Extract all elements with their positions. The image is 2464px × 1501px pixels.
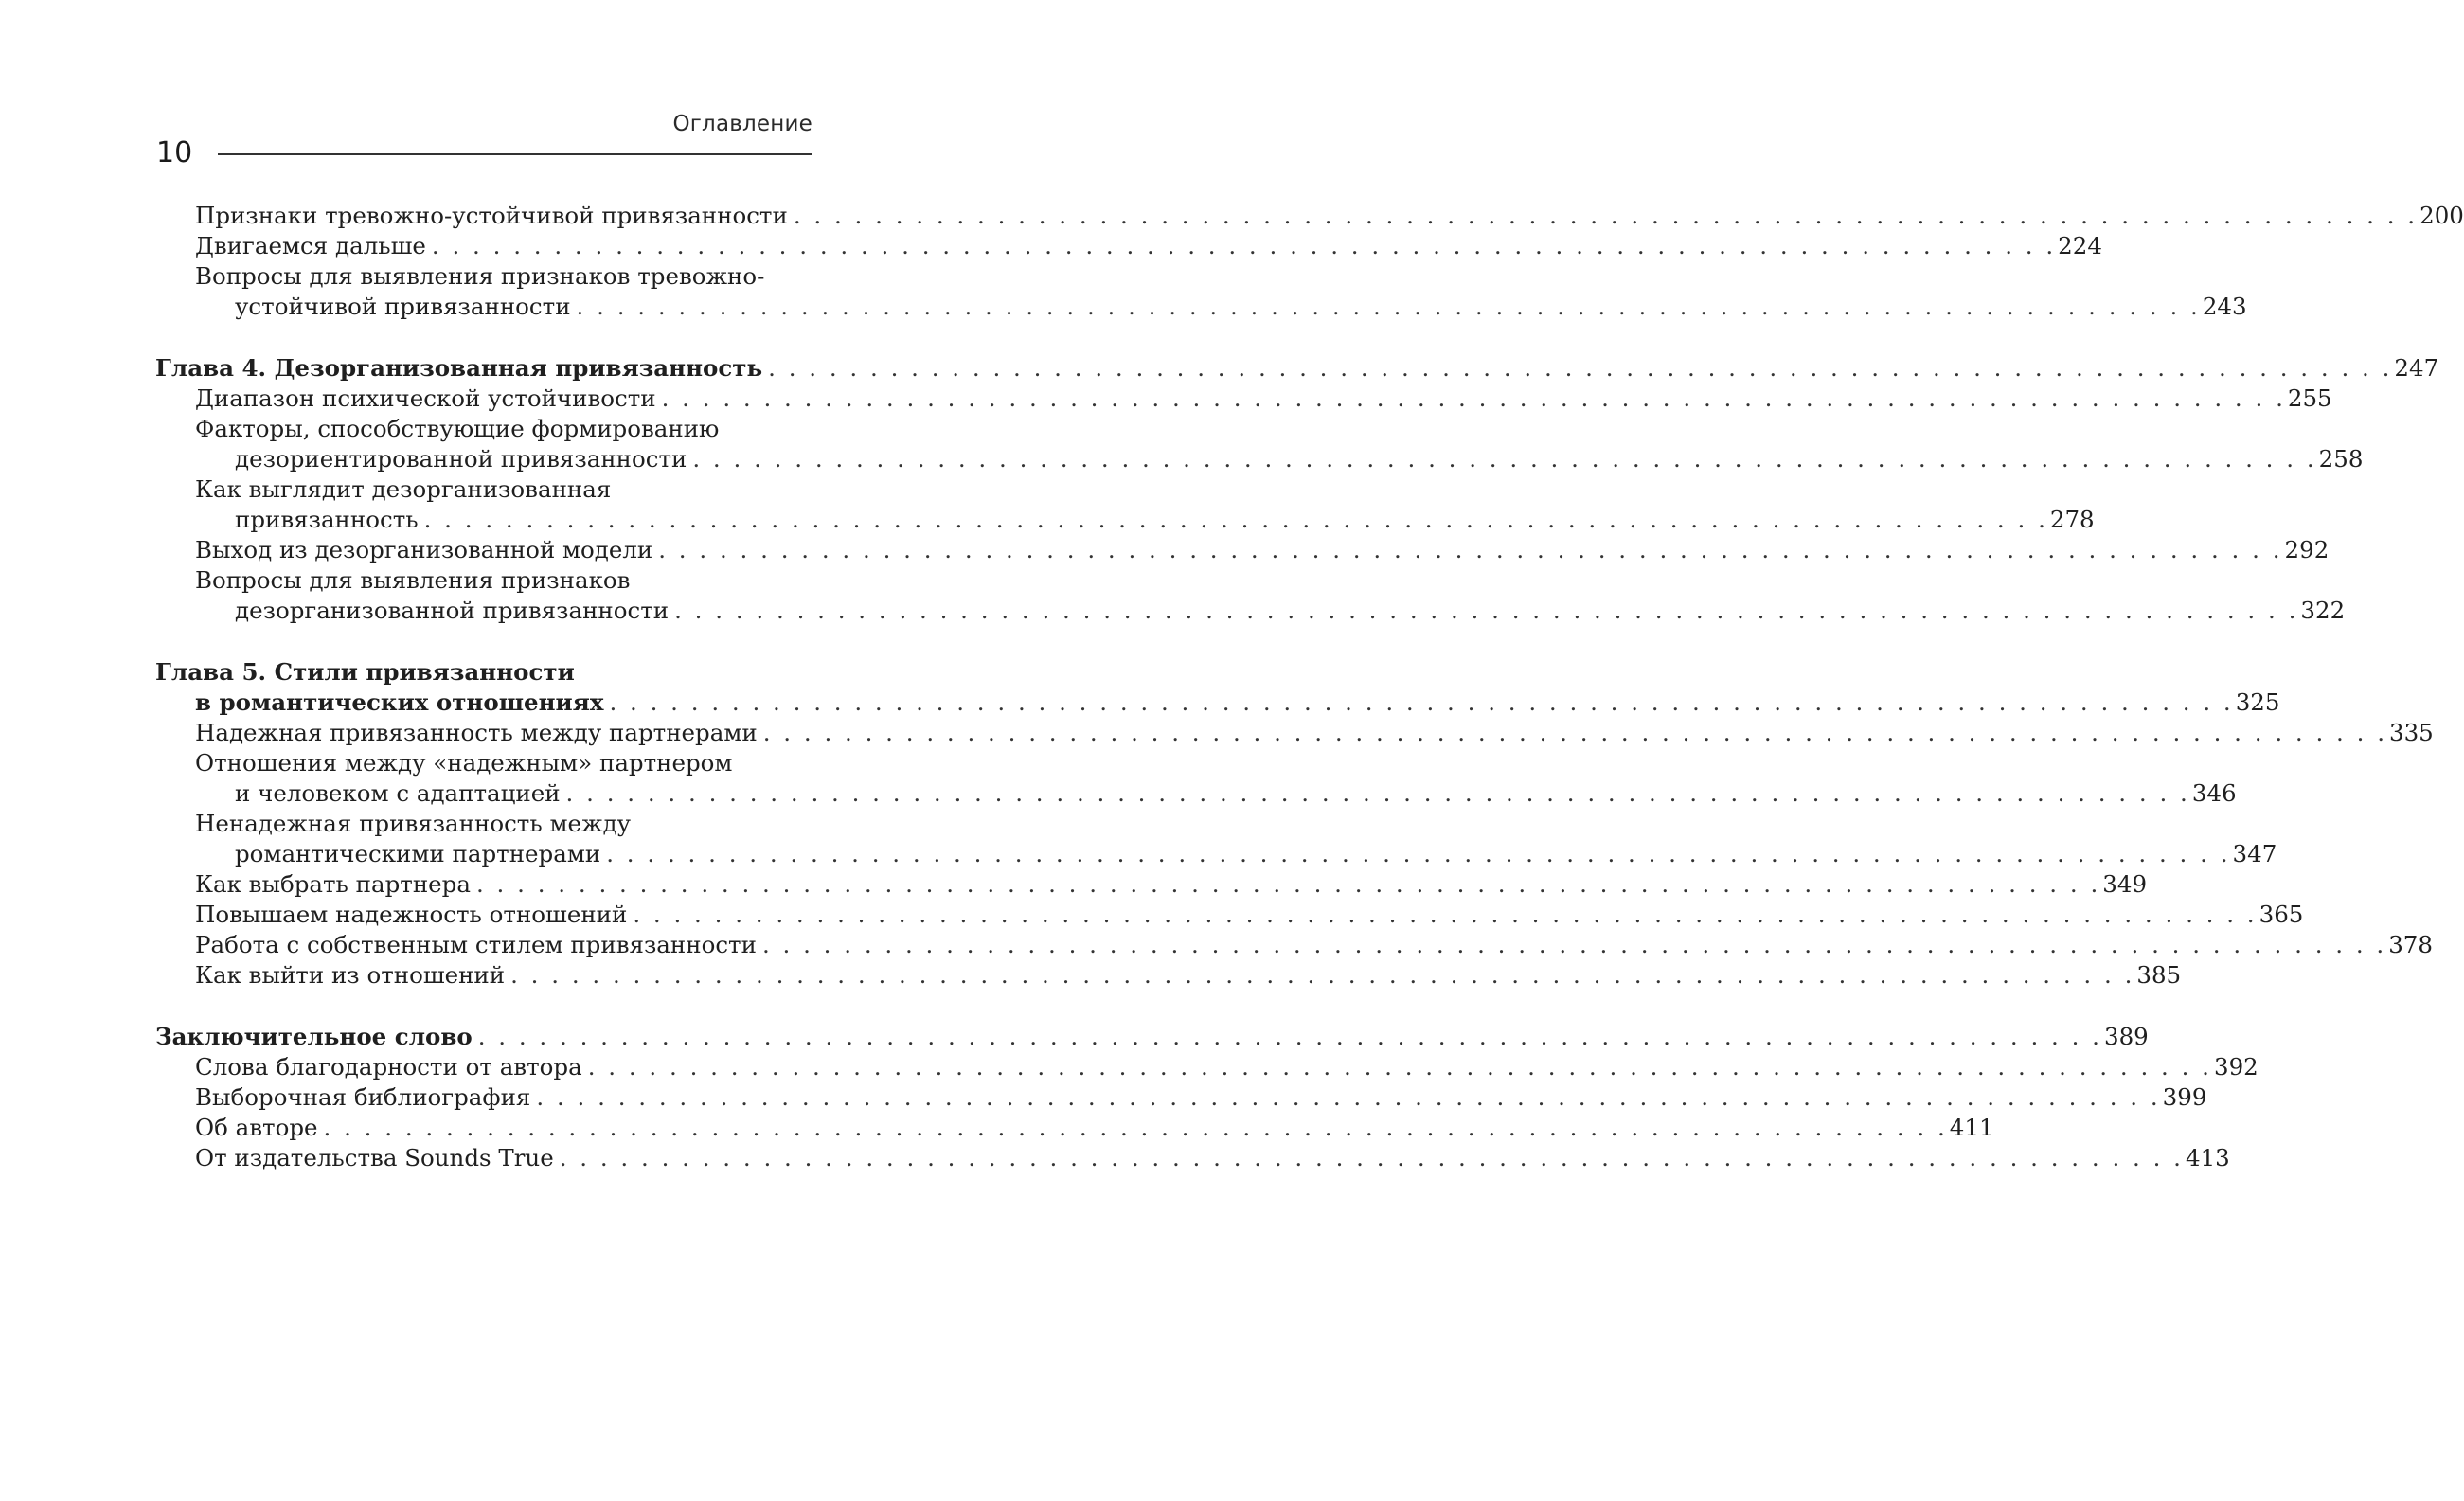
toc-entry-line	[155, 353, 2439, 384]
toc-entry-title: Об авторе	[195, 1114, 318, 1141]
toc-entry-title: романтическими партнерами	[235, 840, 601, 867]
toc-entry-line	[195, 930, 2433, 960]
toc-chapter-entry	[155, 657, 2280, 718]
toc-section-entry	[155, 261, 2247, 322]
toc-section-entry	[155, 900, 2304, 930]
toc-page-number: 224	[2058, 232, 2102, 259]
toc-entry-line	[195, 201, 2464, 231]
toc-entry-title: Повышаем надежность отношений	[195, 901, 628, 928]
toc-entry-title: Заключительное слово	[155, 1023, 473, 1050]
dot-leader: . . . . . . . . . . . . . . . . . . . . . . . . . . . . . . . . . . . . . . . . . . . . . . . . . . . . . . . . . . . . . . . . . . . . . . . . . . . . . . . .	[431, 232, 2057, 259]
dot-leader: . . . . . . . . . . . . . . . . . . . . . . . . . . . . . . . . . . . . . . . . . . . . . . . . . . . . . . . . . . . . . . . . . . . . . . . . . . . . . . . .	[536, 1083, 2161, 1111]
toc-section-entry	[155, 1113, 1994, 1143]
dot-leader: . . . . . . . . . . . . . . . . . . . . . . . . . . . . . . . . . . . . . . . . . . . . . . . . . . . . . . . . . . . . . . . . . . . . . . . . . . . . . . . .	[761, 931, 2387, 958]
toc-entry-title: дезориентированной привязанности	[235, 445, 687, 473]
toc-page-number: 413	[2185, 1144, 2230, 1171]
toc-entry-line	[195, 960, 2182, 991]
toc-entry-title: Диапазон психической устойчивости	[195, 384, 656, 412]
toc-section-entry	[155, 748, 2237, 809]
dot-leader: . . . . . . . . . . . . . . . . . . . . . . . . . . . . . . . . . . . . . . . . . . . . . . . . . . . . . . . . . . . . . . . . . . . . . . . . . . . . . . . .	[559, 1144, 2184, 1171]
toc-page-number: 347	[2232, 840, 2277, 867]
toc-entry-line	[195, 261, 812, 292]
dot-leader: . . . . . . . . . . . . . . . . . . . . . . . . . . . . . . . . . . . . . . . . . . . . . . . . . . . . . . . . . . . . . . . . . . . . . . . . . . . . . . . .	[768, 354, 2393, 382]
toc-entry-title: Вопросы для выявления признаков тревожно-	[195, 262, 765, 290]
toc-entry-line	[195, 596, 2346, 626]
toc-section-entry	[155, 201, 2464, 231]
dot-leader: . . . . . . . . . . . . . . . . . . . . . . . . . . . . . . . . . . . . . . . . . . . . . . . . . . . . . . . . . . . . . . . . . . . . . . . . . . . . . . . .	[475, 870, 2101, 898]
toc-entry-line	[195, 718, 2434, 748]
toc-entry-title: Двигаемся дальше	[195, 232, 426, 259]
toc-page-number: 243	[2202, 293, 2247, 320]
toc-entry-title: Глава 5. Стили привязанности	[155, 658, 575, 686]
toc-entry-title: устойчивой привязанности	[235, 293, 571, 320]
toc-entry-line	[195, 748, 812, 778]
dot-leader: . . . . . . . . . . . . . . . . . . . . . . . . . . . . . . . . . . . . . . . . . . . . . . . . . . . . . . . . . . . . . . . . . . . . . . . . . . . . . . . .	[609, 688, 2234, 716]
toc-entry-title: Слова благодарности от автора	[195, 1053, 582, 1081]
toc-entry-title: Выход из дезорганизованной модели	[195, 536, 653, 563]
toc-entry-line	[195, 231, 2102, 261]
header-rule	[218, 153, 812, 155]
toc-entry-line	[195, 444, 2364, 474]
toc-page-number: 247	[2394, 354, 2439, 382]
dot-leader: . . . . . . . . . . . . . . . . . . . . . . . . . . . . . . . . . . . . . . . . . . . . . . . . . . . . . . . . . . . . . . . . . . . . . . . . . . . . . . . .	[587, 1053, 2212, 1081]
toc-entry-line	[195, 1143, 2230, 1173]
toc-entry-title: Вопросы для выявления признаков	[195, 566, 631, 594]
toc-entry-title: привязанность	[235, 506, 419, 533]
toc-section-entry	[155, 565, 2346, 626]
toc-entry-line	[195, 505, 2095, 535]
toc-chapter-entry	[155, 1022, 2149, 1052]
dot-leader: . . . . . . . . . . . . . . . . . . . . . . . . . . . . . . . . . . . . . . . . . . . . . . . . . . . . . . . . . . . . . . . . . . . . . . . . . . . . . . . .	[565, 779, 2190, 807]
toc-entry-title: дезорганизованной привязанности	[235, 597, 670, 624]
toc-page-number: 399	[2162, 1083, 2207, 1111]
toc-entry-line	[195, 1113, 1994, 1143]
toc-page-number: 378	[2388, 931, 2433, 958]
toc-section-entry	[155, 718, 2434, 748]
toc-page-number: 335	[2389, 719, 2434, 746]
toc-section-entry	[155, 809, 2277, 869]
toc-entry-title: Как выглядит дезорганизованная	[195, 475, 612, 503]
toc-entry-title: Факторы, способствующие формированию	[195, 415, 720, 442]
toc-page-number: 255	[2287, 384, 2332, 412]
toc-entry-line	[155, 657, 812, 688]
toc-entry-title: Работа с собственным стилем привязанности	[195, 931, 757, 958]
toc-entry-line	[195, 384, 2332, 414]
toc-entry-title: в романтических отношениях	[195, 688, 604, 716]
toc-entry-line	[195, 839, 2277, 869]
toc-section-entry	[155, 960, 2182, 991]
dot-leader: . . . . . . . . . . . . . . . . . . . . . . . . . . . . . . . . . . . . . . . . . . . . . . . . . . . . . . . . . . . . . . . . . . . . . . . . . . . . . . . .	[633, 901, 2258, 928]
toc-page-number: 346	[2191, 779, 2237, 807]
toc-entry-title: Отношения между «надежным» партнером	[195, 749, 733, 777]
toc-section-entry	[155, 1052, 2259, 1082]
toc-page-number: 278	[2049, 506, 2095, 533]
toc-entry-line	[195, 778, 2237, 809]
toc-page-number: 322	[2300, 597, 2346, 624]
toc-entry-title: Как выбрать партнера	[195, 870, 471, 898]
toc-section-entry	[155, 1143, 2230, 1173]
toc-chapter-entry	[155, 353, 2439, 384]
toc-entry-line	[195, 292, 2247, 322]
dot-leader: . . . . . . . . . . . . . . . . . . . . . . . . . . . . . . . . . . . . . . . . . . . . . . . . . . . . . . . . . . . . . . . . . . . . . . . . . . . . . . . .	[576, 293, 2201, 320]
toc-section-entry	[155, 231, 2102, 261]
toc-section-entry	[155, 384, 2332, 414]
toc-page-number: 411	[1949, 1114, 1994, 1141]
toc-page-number: 392	[2213, 1053, 2259, 1081]
toc-entry-line	[155, 688, 2280, 718]
dot-leader: . . . . . . . . . . . . . . . . . . . . . . . . . . . . . . . . . . . . . . . . . . . . . . . . . . . . . . . . . . . . . . . . . . . . . . . . . . . . . . . .	[423, 506, 2048, 533]
toc-entry-title: Признаки тревожно-устойчивой привязанности	[195, 202, 788, 229]
dot-leader: . . . . . . . . . . . . . . . . . . . . . . . . . . . . . . . . . . . . . . . . . . . . . . . . . . . . . . . . . . . . . . . . . . . . . . . . . . . . . . . .	[674, 597, 2299, 624]
dot-leader: . . . . . . . . . . . . . . . . . . . . . . . . . . . . . . . . . . . . . . . . . . . . . . . . . . . . . . . . . . . . . . . . . . . . . . . . . . . . . . . .	[658, 536, 2283, 563]
toc-entry-title: и человеком с адаптацией	[235, 779, 561, 807]
toc-entry-line	[195, 474, 812, 505]
toc-entry-line	[195, 414, 812, 444]
toc-entry-title: Ненадежная привязанность между	[195, 810, 632, 837]
dot-leader: . . . . . . . . . . . . . . . . . . . . . . . . . . . . . . . . . . . . . . . . . . . . . . . . . . . . . . . . . . . . . . . . . . . . . . . . . . . . . . . .	[692, 445, 2317, 473]
toc-entry-title: Выборочная библиография	[195, 1083, 531, 1111]
toc-section-entry	[155, 1082, 2207, 1113]
toc-page-number: 389	[2103, 1023, 2149, 1050]
toc-entry-line	[195, 809, 812, 839]
toc-entry-title: Как выйти из отношений	[195, 961, 506, 989]
toc-entry-line	[195, 565, 812, 596]
toc-entry-line	[195, 869, 2148, 900]
toc-entry-line	[195, 1052, 2259, 1082]
toc-section-entry	[155, 474, 2095, 535]
toc-section-entry	[155, 414, 2364, 474]
toc-entry-line	[195, 900, 2304, 930]
dot-leader: . . . . . . . . . . . . . . . . . . . . . . . . . . . . . . . . . . . . . . . . . . . . . . . . . . . . . . . . . . . . . . . . . . . . . . . . . . . . . . . .	[793, 202, 2419, 229]
toc-page-number: 349	[2102, 870, 2148, 898]
toc-section-entry	[155, 869, 2148, 900]
dot-leader: . . . . . . . . . . . . . . . . . . . . . . . . . . . . . . . . . . . . . . . . . . . . . . . . . . . . . . . . . . . . . . . . . . . . . . . . . . . . . . . .	[762, 719, 2387, 746]
page-number: 10	[156, 136, 193, 170]
table-of-contents	[155, 201, 2464, 1173]
toc-entry-line	[195, 535, 2330, 565]
dot-leader: . . . . . . . . . . . . . . . . . . . . . . . . . . . . . . . . . . . . . . . . . . . . . . . . . . . . . . . . . . . . . . . . . . . . . . . . . . . . . . . .	[323, 1114, 1948, 1141]
dot-leader: . . . . . . . . . . . . . . . . . . . . . . . . . . . . . . . . . . . . . . . . . . . . . . . . . . . . . . . . . . . . . . . . . . . . . . . . . . . . . . . .	[606, 840, 2231, 867]
toc-entry-title: Глава 4. Дезорганизованная привязанность	[155, 354, 763, 382]
toc-entry-title: Надежная привязанность между партнерами	[195, 719, 758, 746]
toc-page-number: 200	[2419, 202, 2464, 229]
toc-entry-line	[195, 1082, 2207, 1113]
dot-leader: . . . . . . . . . . . . . . . . . . . . . . . . . . . . . . . . . . . . . . . . . . . . . . . . . . . . . . . . . . . . . . . . . . . . . . . . . . . . . . . .	[477, 1023, 2102, 1050]
toc-section-entry	[155, 930, 2433, 960]
toc-section-entry	[155, 535, 2330, 565]
toc-page-number: 292	[2284, 536, 2330, 563]
toc-page-number: 385	[2136, 961, 2182, 989]
dot-leader: . . . . . . . . . . . . . . . . . . . . . . . . . . . . . . . . . . . . . . . . . . . . . . . . . . . . . . . . . . . . . . . . . . . . . . . . . . . . . . . .	[510, 961, 2135, 989]
toc-page-number: 258	[2318, 445, 2364, 473]
running-header-title: Оглавление	[672, 112, 812, 136]
toc-page-number: 325	[2235, 688, 2280, 716]
toc-entry-title: От издательства Sounds True	[195, 1144, 554, 1171]
toc-entry-line	[155, 1022, 2149, 1052]
toc-page-number: 365	[2259, 901, 2304, 928]
dot-leader: . . . . . . . . . . . . . . . . . . . . . . . . . . . . . . . . . . . . . . . . . . . . . . . . . . . . . . . . . . . . . . . . . . . . . . . . . . . . . . . .	[661, 384, 2286, 412]
